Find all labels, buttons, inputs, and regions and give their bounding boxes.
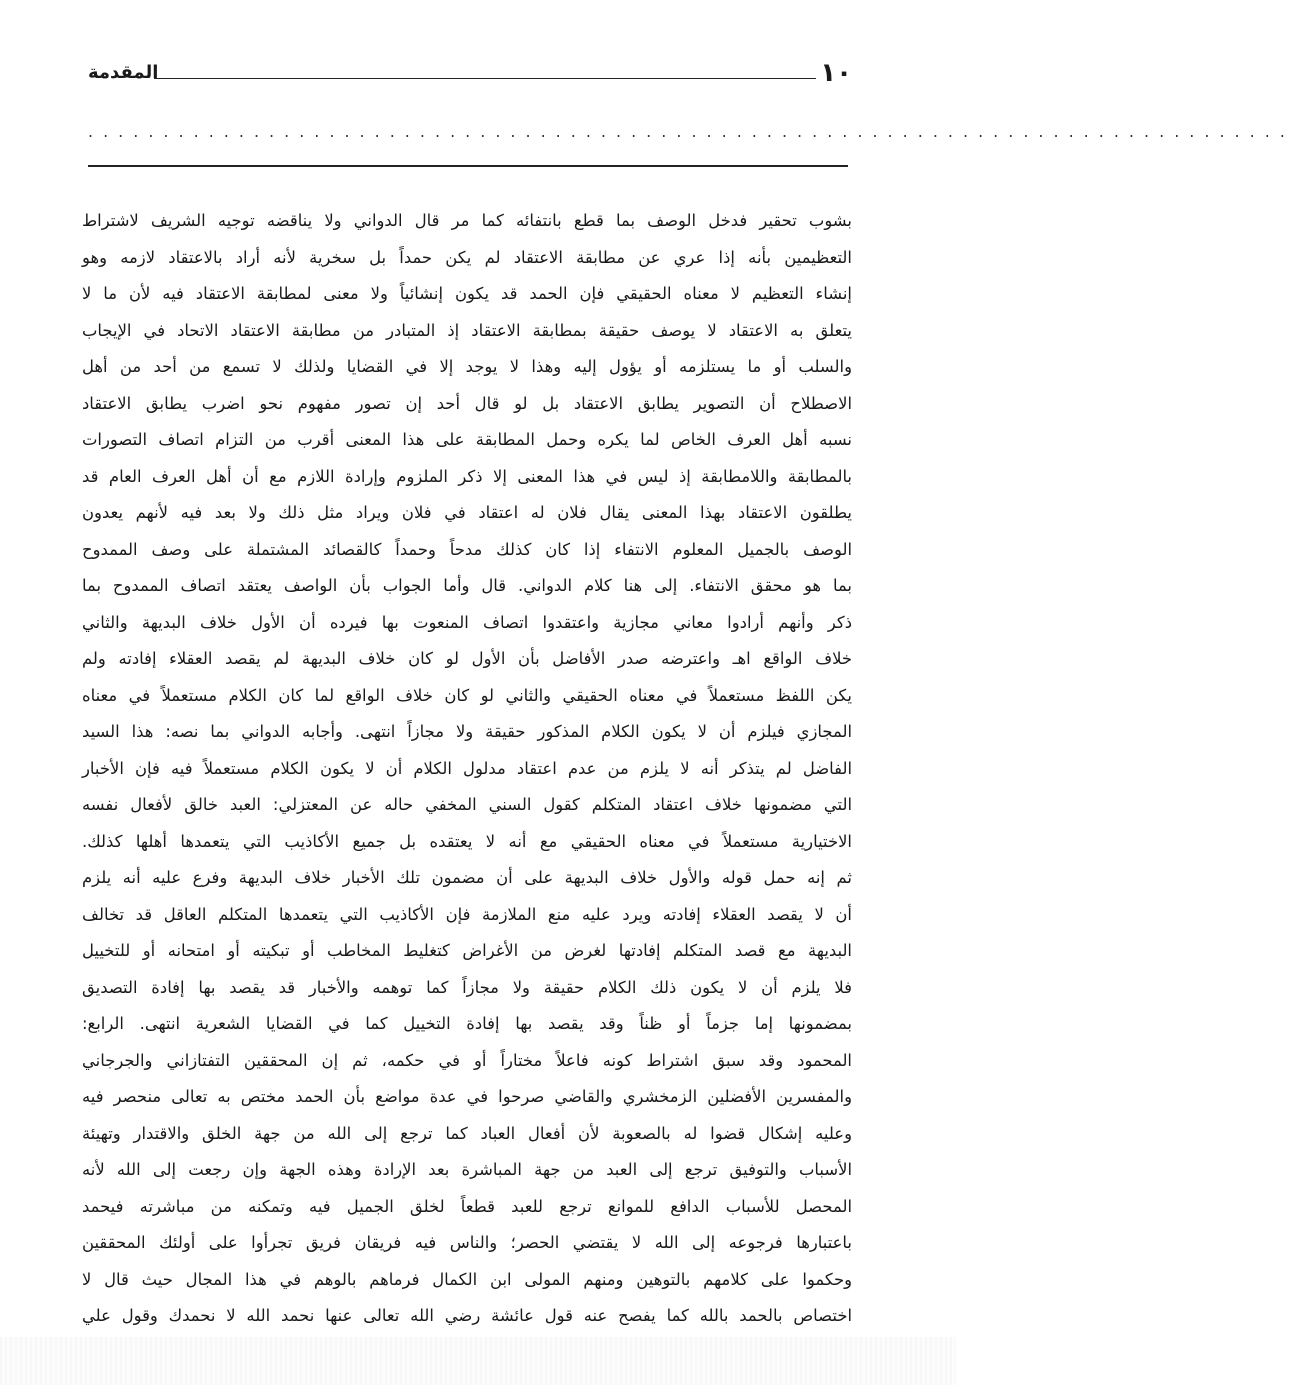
text-line: يتعلق به الاعتقاد لا يوصف حقيقة بمطابقة الاعتقاد إذ المتبادر من مطابقة الاعتقاد الاتحاد في الإيجاب — [82, 320, 852, 340]
text-line: الأسباب والتوفيق ترجع إلى العبد من جهة المباشرة بعد الإرادة وهذه الجهة وإن رجعت إلى الله لأنه — [82, 1160, 852, 1179]
solid-separator — [88, 165, 848, 167]
text-line: ثم إنه حمل قوله والأول خلاف البديهة على أن مضمون تلك الأخبار خلاف البديهة وفرع عليه أنه يلزم — [82, 868, 852, 887]
text-line: وعليه إشكال قضوا له بالصعوبة لأن أفعال العباد كما ترجع إلى الله من جهة الخلق والاقتدار وتهيئة — [82, 1123, 852, 1143]
text-line: يكن اللفظ مستعملاً في معناه الحقيقي والثاني لو كان خلاف الواقع لما كان الكلام مستعملاً في معناه — [82, 685, 852, 705]
running-header — [88, 58, 852, 92]
text-line: التي مضمونها خلاف اعتقاد المتكلم كقول السني المخفي حاله عن المعتزلي: العبد خالق لأفعال نفسه — [82, 795, 852, 814]
text-line: الاختيارية مستعملاً في معناه الحقيقي مع أنه لا يعتقده بل جميع الأكاذيب التي يتعمدها أهلها كذلك. — [82, 831, 852, 851]
text-line: الوصف بالجميل المعلوم الانتفاء إذا كان كذلك مدحاً وحمداً كالقصائد المشتملة على وصف الممدوح — [82, 539, 852, 559]
chapter-title: المقدمة — [88, 62, 159, 83]
text-line: بما هو محقق الانتفاء. إلى هنا كلام الدواني. قال وأما الجواب بأن الواصف يعتقد اتصاف الممدوح بما — [82, 576, 852, 595]
header-rule — [154, 78, 816, 79]
text-line: المحصل للأسباب الدافع للموانع ترجع للعبد قطعاً لخلق الجميل فيه وتمكنه من مباشرته فيحمد — [82, 1196, 852, 1216]
text-line: الاصطلاح أن التصوير يطابق الاعتقاد بل لو قال أحد إن تصور مفهوم نحو اضرب يطابق الاعتقاد — [82, 393, 852, 413]
scan-edge — [0, 1337, 956, 1385]
text-line: خلاف الواقع اهـ واعترضه صدر الأفاضل بأن الأول لو كان خلاف البديهة لم يقصد العقلاء إفادته ولم — [82, 649, 852, 668]
text-line: المحمود وقد سبق اشتراط كونه فاعلاً مختاراً أو في حكمه، ثم إن المحققين التفتازاني والجرجاني — [82, 1050, 852, 1070]
page-number: ١٠ — [820, 58, 852, 88]
text-line: إنشاء التعظيم لا معناه الحقيقي فإن الحمد قد يكون إنشائياً ولا معنى لمطابقة الاعتقاد فيه لأن ما لا — [82, 284, 852, 303]
text-line: يطلقون الاعتقاد بهذا المعنى يقال فلان له اعتقاد في فلان ويراد مثل ذلك ولا بعد فيه لأنهم يعدون — [82, 503, 852, 522]
text-line: الفاضل لم يتذكر أنه لا يلزم من عدم اعتقاد مدلول الكلام أن لا يكون الكلام مستعملاً فيه فإن الأخبار — [82, 758, 852, 778]
body-text — [82, 203, 852, 1335]
text-line: والمفسرين الأفضلين الزمخشري والقاضي صرحوا في عدة مواضع بأن الحمد مختص به تعالى منحصر فيه — [82, 1087, 852, 1106]
text-line: بمضمونها إما جزماً أو ظناً وقد يقصد بها إفادة التخييل كما في القضايا الشعرية انتهى. الرابع: — [82, 1014, 852, 1033]
text-line: أن لا يقصد العقلاء إفادته ويرد عليه منع الملازمة فإن الأكاذيب التي يتعمدها المتكلم العاقل قد تخالف — [82, 904, 852, 924]
text-line: والسلب أو ما يستلزمه أو يؤول إليه وهذا لا يوجد إلا في القضايا ولذلك لا تسمع من أحد من أهل — [82, 357, 852, 376]
text-line: فلا يلزم أن لا يكون ذلك الكلام حقيقة ولا مجازاً كما توهمه والأخبار قد يقصد بها إفادة التصديق — [82, 977, 852, 997]
text-line: وحكموا على كلامهم بالتوهين ومنهم المولى ابن الكمال فرماهم بالوهم في هذا المجال حيث قال لا — [82, 1269, 852, 1289]
text-line: التعظيمين بأنه إذا عري عن مطابقة الاعتقاد لم يكن حمداً بل سخرية لأنه أراد بالاعتقاد لازمه وهو — [82, 247, 852, 267]
text-line: نسبه أهل العرف الخاص لما يكره وحمل المطابقة على هذا المعنى أقرب من التزام اتصاف التصورات — [82, 430, 852, 449]
dotted-separator: ................................................................................ — [88, 122, 1295, 141]
text-line: البديهة مع قصد المتكلم إفادتها لغرض من الأغراض كتغليط المخاطب أو تبكيته أو امتحانه أو للتخييل — [82, 941, 852, 960]
text-line: اختصاص بالحمد بالله كما يفصح عنه قول عائشة رضي الله تعالى عنها نحمد الله لا نحمدك وقول علي — [82, 1306, 852, 1325]
text-line: بشوب تحقير فدخل الوصف بما قطع بانتفائه كما مر قال الدواني ولا يناقضه توجيه الشريف لاشتراط — [82, 211, 852, 230]
text-line: المجازي فيلزم أن لا يكون الكلام المذكور حقيقة ولا مجازاً انتهى. وأجابه الدواني بما نصه: هذا السيد — [82, 722, 852, 741]
text-line: ذكر وأنهم أرادوا معاني مجازية واعتقدوا اتصاف المنعوت بها فيرده أن الأول خلاف البديهة والثاني — [82, 612, 852, 632]
text-line: بالمطابقة واللامطابقة إذ ليس في هذا المعنى إلا ذكر الملزوم وإرادة اللازم مع أن أهل العرف العام قد — [82, 466, 852, 486]
text-line: باعتبارها فرجوعه إلى الله لا يقتضي الحصر؛ والناس فيه فريقان فريق تجرأوا على أولئك المحققين — [82, 1233, 852, 1252]
